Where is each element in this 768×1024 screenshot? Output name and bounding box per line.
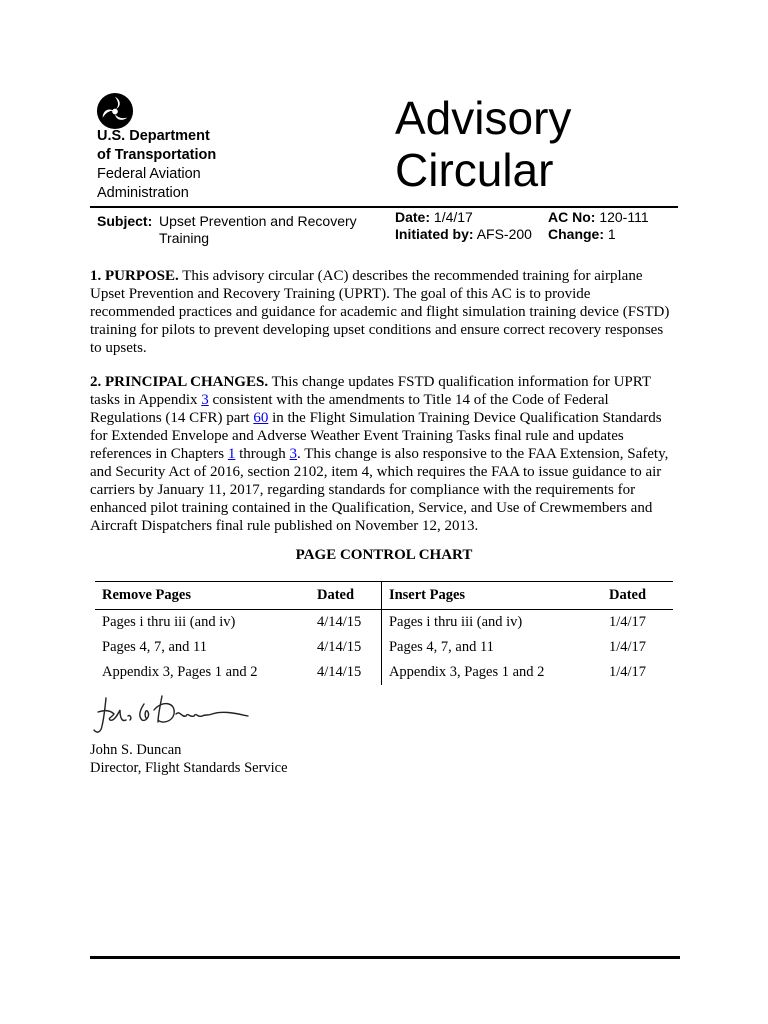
- date-value: 1/4/17: [433, 209, 473, 225]
- dot-triskelion-logo-icon: [96, 92, 134, 130]
- col-insert-pages: Insert Pages: [381, 582, 602, 610]
- signer-block: [90, 741, 288, 777]
- subject-line2: Training: [159, 230, 210, 246]
- table-cell: 1/4/17: [609, 664, 647, 680]
- agency-line1: U.S. Department: [97, 128, 210, 144]
- signer-title: Director, Flight Standards Service: [90, 760, 288, 776]
- changes-text-3: in the Flight Simulation Training Device Qualification Standards for Extended Envelope and Adverse Weather Event Training Tasks final rule and updates references in Chapters: [90, 410, 662, 462]
- ac-block: [548, 209, 649, 243]
- handwritten-signature-icon: [92, 690, 252, 738]
- link-part-60[interactable]: 60: [253, 410, 269, 426]
- agency-line3: Federal Aviation: [97, 166, 201, 182]
- table-cell: Pages 4, 7, and 11: [381, 635, 602, 660]
- changes-heading: 2. PRINCIPAL CHANGES.: [90, 374, 269, 390]
- col-dated-remove: Dated: [310, 582, 381, 610]
- header-rule: [90, 206, 678, 208]
- initiated-label: Initiated by:: [395, 226, 474, 242]
- table-cell: Pages 4, 7, and 11: [102, 639, 207, 655]
- subject-line1: Upset Prevention and Recovery: [159, 213, 357, 229]
- table-cell: 1/4/17: [609, 639, 647, 655]
- link-chapter-3[interactable]: 3: [289, 446, 298, 462]
- document-title: [395, 92, 571, 196]
- signer-name: John S. Duncan: [90, 742, 182, 758]
- title-line2: Circular: [395, 144, 554, 196]
- col-remove-pages: Remove Pages: [95, 582, 310, 610]
- table-row: [95, 635, 673, 660]
- table-cell: 4/14/15: [316, 639, 362, 655]
- purpose-heading: 1. PURPOSE.: [90, 268, 179, 284]
- subject-value: [159, 213, 369, 247]
- link-appendix-3[interactable]: 3: [201, 392, 209, 408]
- table-cell: Pages i thru iii (and iv): [102, 614, 236, 630]
- changes-text-5: . This change is also responsive to the FAA Extension, Safety, and Security Act of 2016, section 2102, item 4, which requires the FAA to issue guidance to air carriers by January 11, 2017, regarding standards for compliance with the requirements for enhanced pilot training contained in the Qualification, Service, and Use of Crewmembers and Aircraft Dispatchers final rule published on November 12, 2013.: [90, 446, 669, 534]
- table-cell: 1/4/17: [609, 614, 647, 630]
- purpose-text: This advisory circular (AC) describes the recommended training for airplane Upset Prevention and Recovery Training (UPRT). The goal of this AC is to provide recommended practices and guidance for academic and flight simulation training device (FSTD) training for pilots to prevent developing upset conditions and ensure correct recovery responses to upsets.: [90, 268, 670, 356]
- title-line1: Advisory: [395, 92, 572, 144]
- changes-text-1: This change updates FSTD qualification information for UPRT tasks in Appendix: [90, 374, 651, 408]
- purpose-paragraph: [90, 267, 678, 357]
- col-dated-insert: Dated: [602, 582, 673, 610]
- footer-rule: [90, 956, 680, 959]
- ac-label: AC No:: [548, 209, 596, 225]
- subject-block: [97, 213, 357, 246]
- agency-line2: of Transportation: [97, 147, 217, 163]
- table-cell: Appendix 3, Pages 1 and 2: [381, 660, 602, 685]
- date-label: Date:: [395, 209, 431, 225]
- table-cell: Pages i thru iii (and iv): [381, 610, 602, 636]
- date-block: [395, 209, 532, 243]
- table-cell: 4/14/15: [316, 664, 362, 680]
- agency-line4: Administration: [97, 185, 189, 201]
- page-control-table: [95, 581, 673, 685]
- initiated-value: AFS-200: [476, 226, 532, 242]
- subject-label: Subject:: [97, 213, 153, 229]
- changes-text-2: consistent with the amendments to Title 14 of the Code of Federal Regulations (14 CFR) part: [90, 392, 609, 426]
- page-control-chart-title: PAGE CONTROL CHART: [295, 547, 473, 563]
- agency-name: [97, 127, 216, 203]
- link-chapter-1[interactable]: 1: [227, 446, 236, 462]
- table-row: [95, 610, 673, 636]
- table-row: [95, 660, 673, 685]
- change-value: 1: [607, 226, 616, 242]
- ac-value: 120-111: [599, 209, 649, 225]
- change-label: Change:: [548, 226, 604, 242]
- table-cell: Appendix 3, Pages 1 and 2: [102, 664, 258, 680]
- table-cell: 4/14/15: [316, 614, 362, 630]
- table-header-row: [95, 582, 673, 610]
- changes-paragraph: [90, 373, 678, 535]
- changes-text-4: through: [239, 446, 286, 462]
